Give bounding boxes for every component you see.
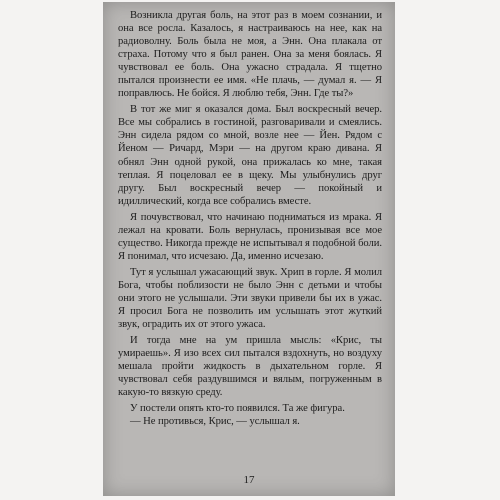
book-page	[103, 2, 395, 496]
paragraph: Я почувствовал, что начинаю подниматься из мрака. Я лежал на кровати. Боль вернулась, пронизывая все мое существо. Никогда прежде не испытывал я подобной боли. Я понимал, что исчезаю. Да, именно исчезаю.	[118, 211, 382, 262]
paragraph: И тогда мне на ум пришла мысль: «Крис, ты умираешь». Я изо всех сил пытался вздохнуть, но воздуху мешала пройти жидкость в дыхательном горле. Я чувствовал себя раздувшимся и вялым, погруженным в какую-то вязкую среду.	[118, 335, 382, 399]
page-number: 17	[243, 474, 255, 486]
paragraph: Тут я услышал ужасающий звук. Хрип в горле. Я молил Бога, чтобы поблизости не было Энн с детьми и чтобы они этого не услышали. Эти звуки привели бы их в ужас. Я просил Бога не позволить им услышать этот жуткий звук, оградить их от этого ужаса.	[118, 266, 382, 331]
page-text	[118, 9, 382, 428]
paragraph: Возникла другая боль, на этот раз в моем сознании, и она все росла. Казалось, я настраиваюсь на нее, как на радиоволну. Боль была не моя, а Энн. Она плакала от страха. Потому что я был ранен. Она за меня боялась. Я чувствовал ее боль. Она ужасно страдала. Я тщетно пытался произнести ее имя. «Не плачь, — думал я. — Я поправлюсь. Не бойся. Я люблю тебя, Энн. Где ты?»	[118, 10, 382, 100]
paragraph: — Не противься, Крис, — услышал я.	[130, 416, 300, 428]
paragraph: В тот же миг я оказался дома. Был воскресный вечер. Все мы собрались в гостиной, разговаривали и смеялись. Энн сидела рядом со мной, возле нее — Йен. Рядом с Йеном — Ричард, Мэри — на другом краю дивана. Я обнял Энн одной рукой, она прижалась ко мне, такая теплая. Я поцеловал ее в щеку. Мы улыбнулись друг другу. Был воскресный вечер — покойный и идиллический, когда все собрались вместе.	[118, 104, 382, 207]
paragraph: У постели опять кто-то появился. Та же фигура.	[130, 403, 345, 415]
